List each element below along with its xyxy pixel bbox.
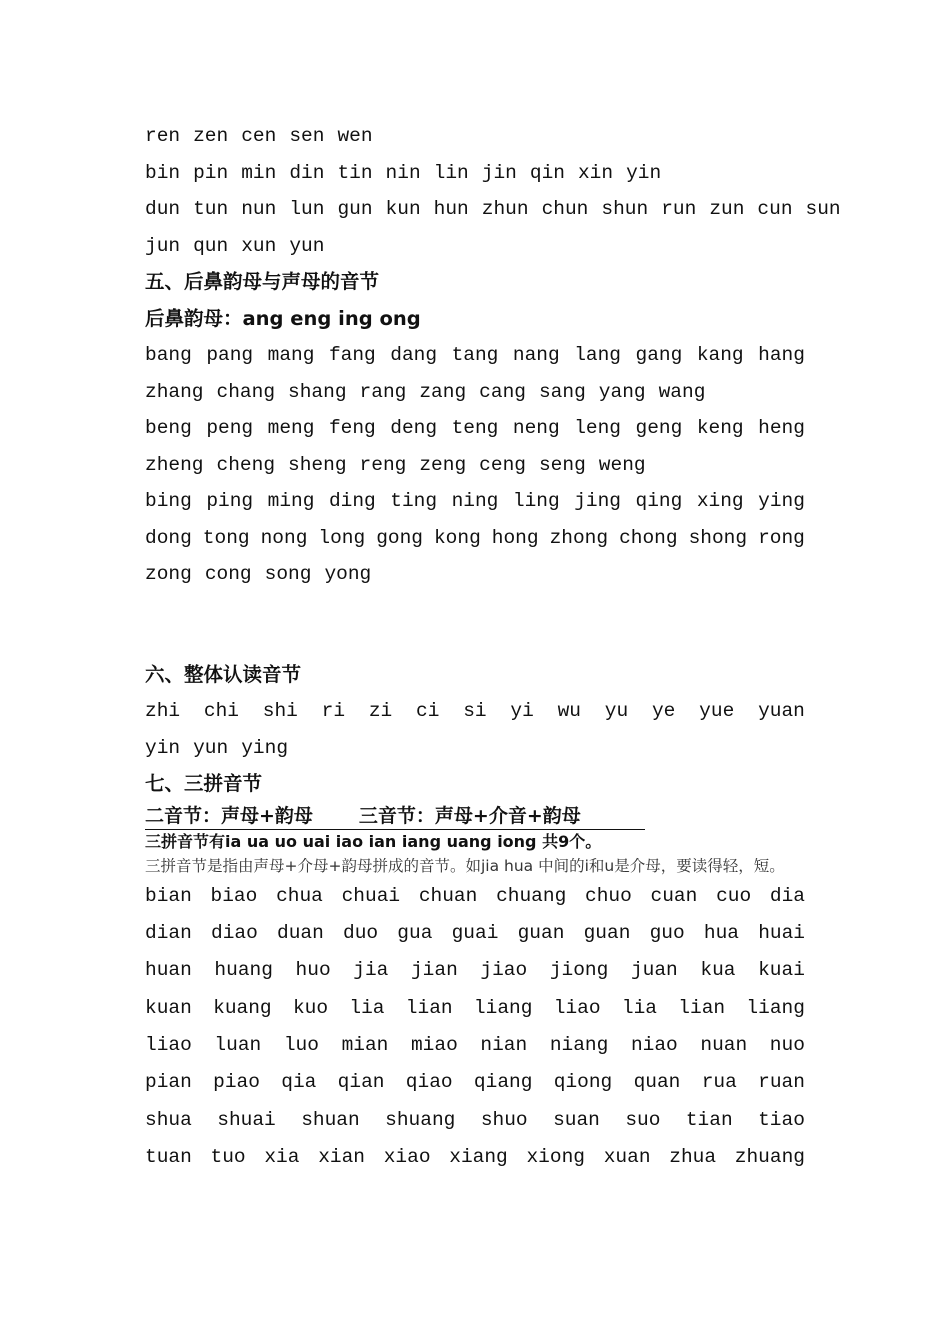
syllable: liang	[473, 996, 533, 1019]
syllable: geng	[635, 417, 683, 439]
syllable: song	[264, 563, 312, 585]
syllable: guo	[649, 921, 685, 944]
section-7-syllable-rows	[145, 878, 805, 1177]
syllable: diao	[211, 921, 258, 944]
syllable: lang	[574, 344, 621, 366]
syllable: qiang	[473, 1071, 533, 1094]
syllable: guai	[451, 921, 499, 944]
syllable: zong	[145, 563, 192, 585]
syllable: rong	[758, 526, 805, 549]
syllable: quan	[633, 1071, 681, 1094]
syllable: zun	[709, 198, 745, 220]
syllable: guan	[517, 921, 565, 944]
syllable: jun	[145, 234, 181, 257]
syllable: kong	[433, 526, 481, 549]
syllable: deng	[390, 417, 438, 439]
syllable: lia	[349, 996, 385, 1019]
syllable-row	[145, 952, 805, 989]
syllable: juan	[630, 959, 678, 982]
syllable: zhang	[145, 380, 204, 403]
syllable-row	[145, 155, 805, 192]
syllable: shuo	[480, 1108, 528, 1131]
syllable: ceng	[479, 453, 526, 476]
syllable: ying	[758, 490, 805, 512]
syllable: xuan	[603, 1146, 651, 1169]
syllable: yue	[699, 700, 735, 722]
syllable: gua	[397, 921, 433, 944]
syllable-row	[145, 410, 805, 447]
syllable: lia	[621, 996, 657, 1019]
syllable: luan	[214, 1034, 262, 1057]
syllable: huang	[214, 959, 273, 982]
syllable: wu	[557, 700, 582, 722]
section-7-bold-note: 三拼音节有ia ua uo uai iao ian iang uang iong 共9个。	[145, 831, 602, 851]
syllable: piao	[213, 1071, 260, 1094]
syllable: qian	[337, 1071, 385, 1094]
syllable: huo	[295, 959, 331, 982]
syllable: leng	[574, 417, 621, 439]
syllable: duo	[343, 921, 379, 944]
syllable: kun	[385, 198, 421, 220]
syllable: dian	[145, 921, 192, 944]
syllable-row	[145, 730, 805, 767]
syllable: zhong	[549, 526, 609, 549]
syllable: yuan	[758, 700, 805, 722]
syllable: liao	[553, 996, 601, 1019]
syllable: lun	[289, 198, 325, 220]
syllable: sun	[805, 198, 841, 220]
syllable: jiong	[549, 959, 609, 982]
syllable: shuai	[217, 1108, 276, 1131]
syllable-row	[145, 878, 805, 915]
syllable: jiao	[480, 959, 528, 982]
syllable: ling	[512, 490, 560, 512]
syllable: bin	[145, 161, 181, 184]
syllable-row	[145, 1027, 805, 1064]
syllable: tiao	[758, 1108, 805, 1131]
syllable: ding	[328, 490, 376, 512]
syllable: ci	[416, 700, 440, 722]
section-6-syllable-rows	[145, 693, 805, 766]
syllable: jia	[353, 959, 389, 982]
syllable: ren	[145, 125, 181, 147]
syllable: kua	[700, 959, 736, 982]
syllable: nang	[512, 344, 560, 366]
syllable-row	[145, 1102, 805, 1139]
syllable: ting	[390, 490, 438, 512]
syllable: luo	[283, 1034, 319, 1057]
syllable: kuai	[758, 959, 805, 982]
syllable-row	[145, 228, 805, 265]
syllable: qiong	[553, 1071, 613, 1094]
syllable: wen	[337, 125, 373, 147]
blank-spacer	[145, 593, 805, 657]
syllable: shong	[688, 526, 748, 549]
syllable: ning	[451, 490, 499, 512]
syllable: chong	[619, 526, 678, 549]
syllable: mian	[341, 1034, 389, 1057]
syllable: chi	[203, 700, 239, 722]
syllable: niang	[549, 1034, 609, 1057]
syllable: duan	[277, 921, 324, 944]
syllable-row	[145, 520, 805, 557]
syllable: meng	[267, 417, 315, 439]
syllable: suo	[625, 1108, 661, 1131]
syllable-row	[145, 447, 805, 484]
syllable: tuo	[210, 1146, 246, 1169]
syllable: nong	[260, 526, 308, 549]
syllable: cuo	[716, 884, 752, 907]
syllable: shun	[601, 198, 649, 220]
syllable-row	[145, 191, 841, 228]
syllable-row	[145, 374, 805, 411]
syllable: shuan	[301, 1108, 360, 1131]
syllable: keng	[696, 417, 744, 439]
syllable: liao	[145, 1034, 192, 1057]
syllable: huan	[145, 959, 192, 982]
syllable: yi	[510, 700, 534, 722]
syllable: qin	[529, 161, 565, 184]
syllable: suan	[553, 1108, 600, 1131]
syllable: xing	[696, 490, 744, 512]
syllable: peng	[206, 417, 254, 439]
syllable: bian	[145, 884, 192, 907]
syllable: cheng	[216, 453, 276, 476]
syllable: tin	[337, 161, 373, 184]
syllable: lian	[678, 996, 726, 1019]
syllable: xun	[241, 234, 277, 257]
syllable: neng	[512, 417, 560, 439]
syllable: shua	[145, 1108, 192, 1131]
syllable: xiang	[449, 1146, 508, 1169]
syllable: tuan	[145, 1146, 192, 1169]
syllable: chang	[216, 380, 276, 403]
syllable-row	[145, 693, 805, 730]
syllable: miao	[410, 1034, 458, 1057]
syllable: teng	[451, 417, 499, 439]
syllable: xia	[264, 1146, 300, 1169]
syllable-row	[145, 483, 805, 520]
syllable: yin	[626, 161, 662, 184]
syllable: long	[318, 526, 366, 549]
syllable: ming	[267, 490, 315, 512]
syllable: lin	[433, 161, 469, 184]
syllable: dang	[390, 344, 438, 366]
syllable: hong	[491, 526, 539, 549]
document-page	[145, 118, 841, 1177]
syllable: hua	[703, 921, 739, 944]
syllable: tian	[685, 1108, 733, 1131]
syllable: ping	[206, 490, 254, 512]
syllable: yong	[324, 563, 372, 585]
syllable: feng	[328, 417, 376, 439]
syllable: bing	[145, 490, 192, 512]
syllable-rows-top	[145, 118, 841, 264]
syllable: mang	[267, 344, 315, 366]
syllable: yin	[145, 736, 181, 759]
syllable: chuan	[418, 884, 478, 907]
syllable: rua	[701, 1071, 737, 1094]
syllable-row	[145, 118, 805, 155]
syllable: pin	[193, 161, 229, 184]
syllable: heng	[758, 417, 805, 439]
syllable: lian	[405, 996, 453, 1019]
syllable: wang	[658, 380, 706, 403]
syllable: jing	[574, 490, 621, 512]
syllable: qiao	[405, 1071, 453, 1094]
syllable: jin	[481, 161, 517, 184]
syllable: beng	[145, 417, 192, 439]
syllable: hun	[433, 198, 469, 220]
section-7-formula	[145, 803, 645, 830]
syllable-row	[145, 337, 805, 374]
syllable: zhuang	[734, 1146, 805, 1169]
syllable: chuo	[585, 884, 632, 907]
syllable: chuai	[341, 884, 401, 907]
syllable: zhi	[145, 700, 181, 722]
syllable: kuan	[145, 996, 192, 1019]
syllable-row	[145, 915, 805, 952]
syllable: tong	[202, 526, 250, 549]
syllable: fang	[328, 344, 376, 366]
syllable: gong	[376, 526, 423, 549]
syllable: shang	[288, 380, 347, 403]
syllable: gun	[337, 198, 373, 220]
syllable: zang	[419, 380, 467, 403]
syllable: shuang	[385, 1108, 456, 1131]
section-5-heading: 五、后鼻韵母与声母的音节	[145, 270, 380, 293]
syllable: sheng	[288, 453, 347, 476]
syllable: dia	[769, 884, 805, 907]
syllable: dong	[145, 526, 192, 549]
syllable: xin	[577, 161, 614, 184]
syllable: guan	[583, 921, 631, 944]
syllable: tang	[451, 344, 499, 366]
syllable: zheng	[145, 453, 204, 476]
syllable-row	[145, 1139, 805, 1176]
syllable: gang	[635, 344, 683, 366]
syllable: ri	[321, 700, 346, 722]
syllable: niao	[630, 1034, 678, 1057]
syllable: qia	[281, 1071, 317, 1094]
syllable: yun	[289, 234, 325, 257]
syllable: yu	[604, 700, 629, 722]
syllable: qun	[193, 234, 229, 257]
syllable: jian	[410, 959, 458, 982]
syllable: nuo	[769, 1034, 805, 1057]
syllable: huai	[758, 921, 805, 944]
syllable: min	[241, 161, 277, 184]
syllable: cun	[757, 198, 793, 220]
syllable: kuang	[213, 996, 272, 1019]
syllable-row	[145, 556, 805, 593]
syllable: xian	[318, 1146, 365, 1169]
syllable-row	[145, 1064, 805, 1101]
syllable: kang	[696, 344, 744, 366]
syllable: ying	[241, 736, 289, 759]
section-7-heading: 七、三拼音节	[145, 772, 263, 795]
syllable: weng	[598, 453, 646, 476]
syllable: pian	[145, 1071, 192, 1094]
syllable: tun	[193, 198, 229, 220]
syllable: xiao	[383, 1146, 431, 1169]
syllable: cong	[204, 563, 252, 585]
syllable: liang	[746, 996, 805, 1019]
syllable: bang	[145, 344, 192, 366]
syllable: xiong	[526, 1146, 585, 1169]
syllable: yun	[193, 736, 229, 759]
formula-three-syllable: 三音节：声母+介音+韵母	[358, 804, 581, 827]
syllable: si	[463, 700, 487, 722]
syllable: yang	[598, 380, 646, 403]
syllable-row	[145, 990, 805, 1027]
syllable: zi	[368, 700, 393, 722]
section-5-subheading: 后鼻韵母：ang eng ing ong	[145, 306, 421, 330]
syllable: nuan	[700, 1034, 748, 1057]
syllable: cuan	[650, 884, 698, 907]
syllable: qing	[635, 490, 683, 512]
syllable: biao	[210, 884, 258, 907]
syllable: nian	[480, 1034, 528, 1057]
syllable: kuo	[292, 996, 329, 1019]
syllable: chuang	[496, 884, 567, 907]
syllable: chua	[276, 884, 323, 907]
syllable: ruan	[758, 1071, 805, 1094]
syllable: hang	[758, 344, 805, 366]
syllable: zhua	[669, 1146, 717, 1169]
syllable: sang	[538, 380, 586, 403]
syllable: chun	[541, 198, 589, 220]
syllable: ye	[651, 700, 676, 722]
syllable: cang	[479, 380, 526, 403]
section-6-heading: 六、整体认读音节	[145, 662, 302, 686]
syllable: sen	[289, 125, 325, 147]
syllable: din	[289, 161, 325, 184]
syllable: zen	[193, 125, 229, 147]
syllable: seng	[538, 453, 586, 476]
syllable: run	[661, 198, 697, 220]
syllable: pang	[206, 344, 254, 366]
syllable: reng	[359, 453, 407, 476]
section-5-syllable-rows	[145, 337, 805, 593]
formula-two-syllable: 二音节：声母+韵母	[145, 804, 313, 827]
syllable: nin	[385, 161, 421, 184]
syllable: rang	[359, 380, 407, 403]
syllable: nun	[241, 198, 277, 220]
syllable: shi	[262, 700, 298, 722]
syllable: dun	[145, 198, 181, 220]
syllable: zeng	[419, 453, 467, 476]
syllable: cen	[241, 125, 277, 147]
syllable: zhun	[481, 198, 529, 220]
section-7-note: 三拼音节是指由声母+介母+韵母拼成的音节。如jia hua 中间的i和u是介母，要读得轻，短。	[145, 856, 785, 875]
